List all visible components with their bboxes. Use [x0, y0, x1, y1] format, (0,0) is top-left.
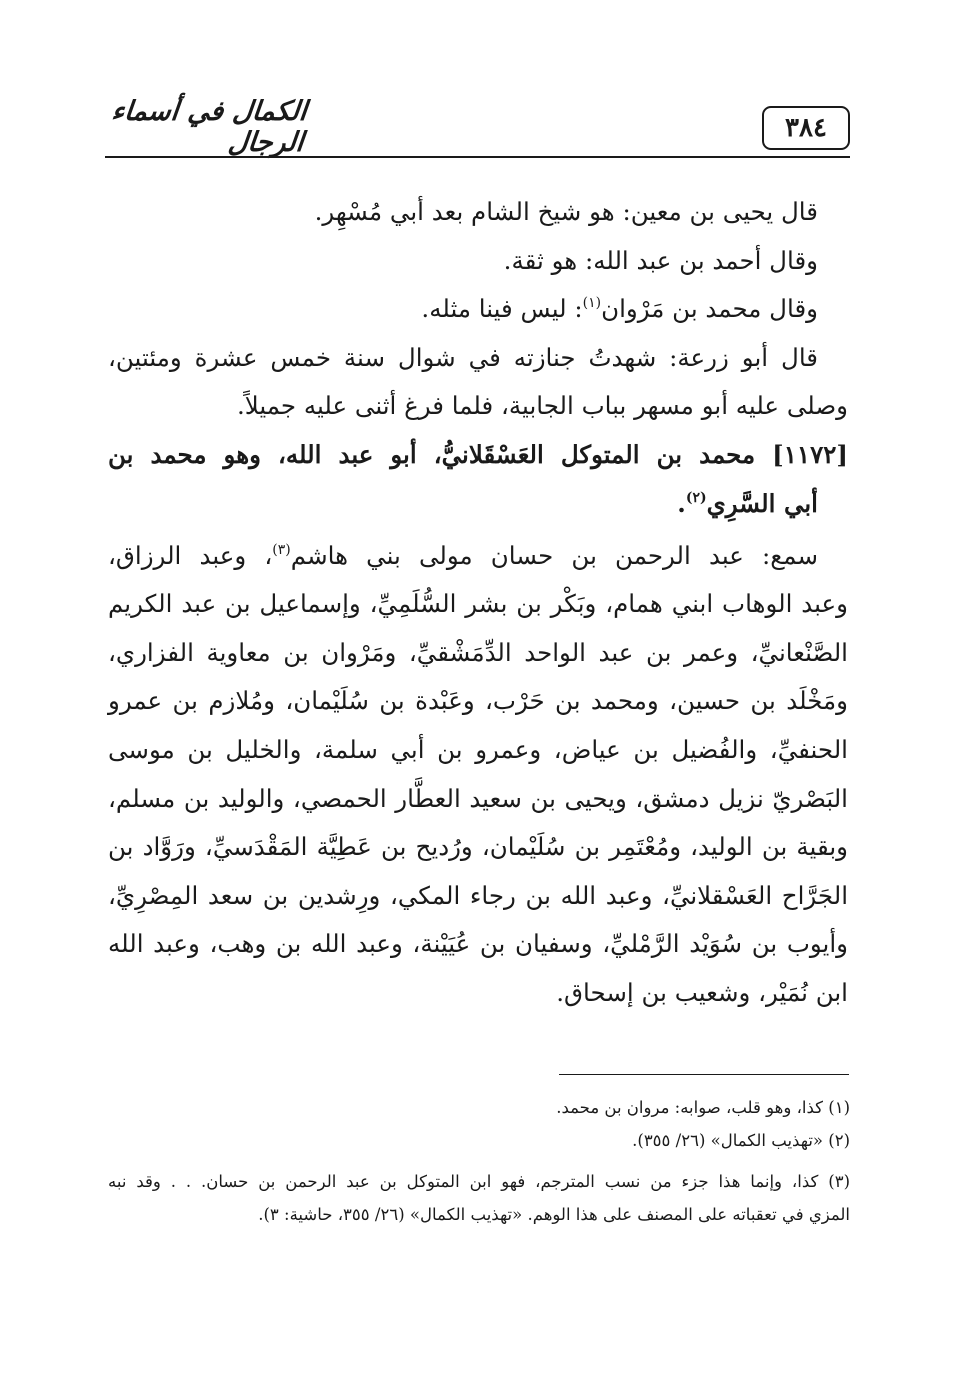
text-line: الجَرَّاح العَسْقلانيِّ، وعبد الله بن رجاء المكي، ورِشدين بن سعد المِصْرِيِّ، [108, 880, 848, 910]
text-line: الحنفيِّ، والفُضيل بن عياض، وعمرو بن أبي سلمة، والخليل بن موسى [108, 734, 848, 764]
text-fragment: أبي السَّرِي [706, 488, 818, 518]
running-title: الكمال في أسماء الرجال [110, 96, 309, 158]
text-line: البَصْريّ نزيل دمشق، ويحيى بن سعيد العطَّار الحمصي، والوليد بن مسلم، [108, 783, 848, 813]
text-line: قال يحيى بن معين: هو شيخ الشام بعد أبي مُسْهِر. [314, 197, 818, 226]
text-line: قال أبو زرعة: شهدتُ جنازته في شوال سنة خمس عشرة ومئتين، [108, 342, 818, 372]
page-header [105, 98, 850, 158]
text-line: وعبد الوهاب ابني همام، وبَكْر بن بشر السُّلَمِيِّ، وإسماعيل بن عبد الكريم [108, 589, 848, 619]
text-fragment: سمع: عبد الرحمن بن حسان مولى بني هاشم [290, 540, 818, 570]
entry-heading: [١١٧٢] محمد بن المتوكل العَسْقَلانيُّ، أبو عبد الله، وهو محمد بن [108, 439, 848, 469]
page-number: ٣٨٤ [762, 106, 850, 150]
text-line: وبقية بن الوليد، ومُعْتَمِر بن سُلَيْمان، ورُديح بن عَطِيَّة المَقْدَسيِّ، ورَوَّاد بن [108, 832, 848, 862]
text-line: الصَّنْعانيِّ، وعمر بن عبد الواحد الدِّمَشْقيِّ، ومَرْوان بن معاوية الفزاري، [108, 637, 848, 667]
footnote-3-continued: المزي في تعقباته على المصنف على هذا الوهم. «تهذيب الكمال» (٢٦/ ٣٥٥، حاشية: ٣). [258, 1205, 850, 1224]
text-line: ابن نُمَيْر، وشعيب بن إسحاق. [556, 977, 848, 1007]
text-line: ومَخْلَد بن حسين، ومحمد بن حَرْب، وعَبْدة بن سُلَيْمان، ومُلازم بن عمرو [108, 686, 848, 716]
footnote-divider [559, 1074, 849, 1075]
text-fragment: ، وعبد الرزاق، [108, 540, 273, 570]
text-line: وأيوب بن سُوَيْد الرَّمْليِّ، وسفيان بن عُيَيْنة، وعبد الله بن وهب، وعبد الله [108, 929, 848, 959]
text-line [108, 532, 848, 581]
text-fragment: : ليس فينا مثله. [421, 294, 583, 324]
header-divider [105, 156, 850, 158]
footnote-3: (٣) كذا، وإنما هذا جزء من نسب المترجم، فهو ابن المتوكل بن عبد الرحمن بن حسان. . . وقد نبه [108, 1172, 850, 1191]
text-fragment: . [677, 488, 686, 518]
footnote-1: (١) كذا، وهو قلب، صوابه: مروان بن محمد. [556, 1098, 850, 1117]
footnotes [108, 1091, 850, 1231]
text-line [108, 285, 848, 334]
main-text [108, 188, 848, 1018]
entry-heading-continued [108, 480, 848, 532]
text-line: وقال أحمد بن عبد الله: هو ثقة. [503, 245, 818, 275]
text-line: وصلى عليه أبو مسهر بباب الجابية، فلما فرغ أثنى عليه جميلاً. [236, 391, 848, 421]
footnote-2: (٢) «تهذيب الكمال» (٢٦/ ٣٥٥). [632, 1131, 850, 1150]
footnote-marker: (٢) [685, 489, 707, 506]
footnote-marker: (١) [582, 295, 602, 312]
footnote-marker: (٣) [272, 541, 291, 558]
text-fragment: وقال محمد بن مَرْوان [601, 294, 818, 324]
